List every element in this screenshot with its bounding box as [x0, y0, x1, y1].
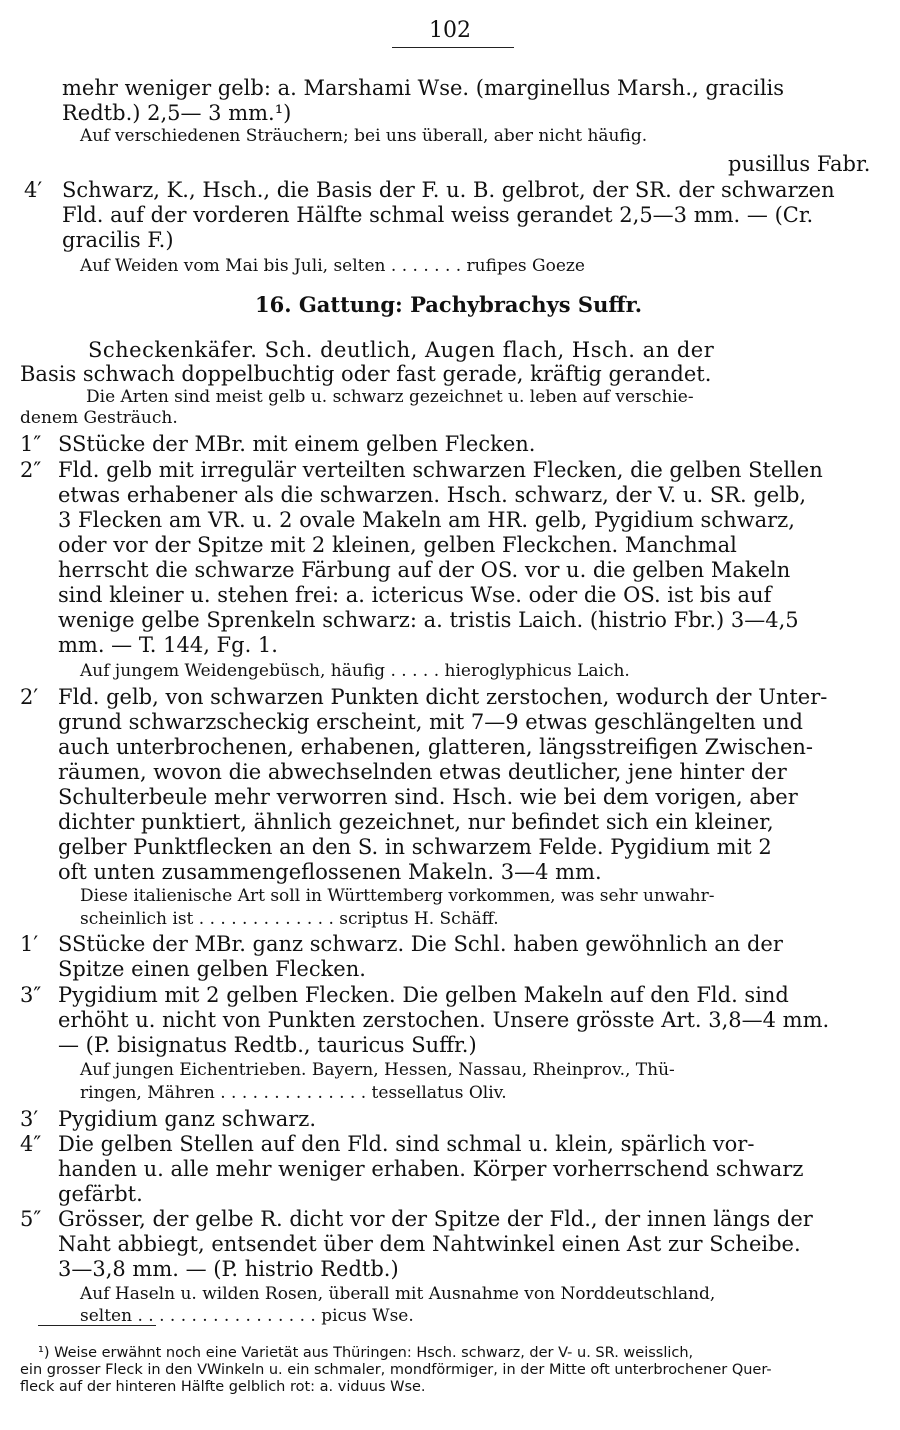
footnote-line: ¹) Weise erwähnt noch eine Varietät aus Thüringen: Hsch. schwarz, der V- u. SR. weisslich, — [38, 1345, 694, 1361]
text-line: Die Arten sind meist gelb u. schwarz gezeichnet u. leben auf verschie- — [86, 387, 694, 407]
key-number: 4′ — [24, 178, 43, 202]
text-line: selten . . . . . . . . . . . . . . . . . picus Wse. — [80, 1306, 414, 1326]
text-line: scheinlich ist . . . . . . . . . . . . . scriptus H. Schäff. — [80, 909, 499, 929]
text-line: gracilis F.) — [62, 228, 174, 252]
text-line: 3 Flecken am VR. u. 2 ovale Makeln am HR. gelb, Pygidium schwarz, — [58, 508, 795, 532]
text-line: 3—3,8 mm. — (P. histrio Redtb.) — [58, 1257, 399, 1281]
text-line: gefärbt. — [58, 1182, 143, 1206]
text-line: wenige gelbe Sprenkeln schwarz: a. tristis Laich. (histrio Fbr.) 3—4,5 — [58, 608, 799, 632]
page-number: 102 — [429, 18, 471, 43]
text-line: grund schwarzscheckig erscheint, mit 7—9 etwas geschlängelten und — [58, 710, 803, 734]
text-line: gelber Punktflecken an den S. in schwarzem Felde. Pygidium mit 2 — [58, 835, 772, 859]
text-line: denem Gesträuch. — [20, 408, 178, 428]
footnote-line: ein grosser Fleck in den VWinkeln u. ein schmaler, mondförmiger, in der Mitte oft unterbrochener Quer- — [20, 1362, 772, 1378]
text-line: auch unterbrochenen, erhabenen, glatteren, längsstreifigen Zwischen- — [58, 735, 814, 759]
text-line: oft unten zusammengeflossenen Makeln. 3—4 mm. — [58, 860, 602, 884]
key-line: 3′ Pygidium ganz schwarz. — [20, 1107, 316, 1131]
key-line: 2′ Fld. gelb, von schwarzen Punkten dicht zerstochen, wodurch der Unter- — [20, 685, 828, 709]
text-line: Fld. auf der vorderen Hälfte schmal weiss gerandet 2,5—3 mm. — (Cr. — [62, 203, 814, 227]
text-line: Naht abbiegt, entsendet über dem Nahtwinkel einen Ast zur Scheibe. — [58, 1232, 801, 1256]
text-line: oder vor der Spitze mit 2 kleinen, gelben Fleckchen. Manchmal — [58, 533, 737, 557]
footnote-line: fleck auf der hinteren Hälfte gelblich rot: a. viduus Wse. — [20, 1379, 426, 1395]
key-line: 1″ SStücke der MBr. mit einem gelben Flecken. — [20, 432, 536, 456]
genus-heading: 16. Gattung: Pachybrachys Suffr. — [255, 292, 643, 317]
text-line: mm. — T. 144, Fg. 1. — [58, 633, 278, 657]
text-line: Scheckenkäfer. Sch. deutlich, Augen flach, Hsch. an der — [88, 338, 715, 362]
footnote-rule — [38, 1325, 156, 1326]
text-line: ringen, Mähren . . . . . . . . . . . . . . tessellatus Oliv. — [80, 1083, 507, 1103]
key-line: 1′ SStücke der MBr. ganz schwarz. Die Schl. haben gewöhnlich an der — [20, 932, 783, 956]
text-line: Auf jungem Weidengebüsch, häufig . . . . . hieroglyphicus Laich. — [80, 661, 630, 681]
key-line: 2″ Fld. gelb mit irregulär verteilten schwarzen Flecken, die gelben Stellen — [20, 458, 823, 482]
text-line: herrscht die schwarze Färbung auf der OS. vor u. die gelben Makeln — [58, 558, 791, 582]
text-line: Spitze einen gelben Flecken. — [58, 957, 366, 981]
key-line: 4′ Schwarz, K., Hsch., die Basis der F. u. B. gelbrot, der SR. der schwarzen — [24, 178, 835, 202]
key-line: 3″ Pygidium mit 2 gelben Flecken. Die gelben Makeln auf den Fld. sind — [20, 983, 789, 1007]
text-line: handen u. alle mehr weniger erhaben. Körper vorherrschend schwarz — [58, 1157, 804, 1181]
key-line: 4″ Die gelben Stellen auf den Fld. sind schmal u. klein, spärlich vor- — [20, 1132, 755, 1156]
page-number-rule — [392, 47, 514, 48]
species-name: pusillus Fabr. — [728, 152, 871, 176]
text-line: Auf jungen Eichentrieben. Bayern, Hessen, Nassau, Rheinprov., Thü- — [80, 1060, 675, 1080]
text-line: etwas erhabener als die schwarzen. Hsch. schwarz, der V. u. SR. gelb, — [58, 483, 807, 507]
text-line: Auf Haseln u. wilden Rosen, überall mit Ausnahme von Norddeutschland, — [80, 1284, 716, 1304]
text-line: dichter punktiert, ähnlich gezeichnet, nur befindet sich ein kleiner, — [58, 810, 774, 834]
text-line: räumen, wovon die abwechselnden etwas deutlicher, jene hinter der — [58, 760, 787, 784]
text-line: Basis schwach doppelbuchtig oder fast gerade, kräftig gerandet. — [20, 362, 712, 386]
text-line: erhöht u. nicht von Punkten zerstochen. Unsere grösste Art. 3,8—4 mm. — [58, 1008, 830, 1032]
text-line: Auf Weiden vom Mai bis Juli, selten . . . . . . . rufipes Goeze — [80, 256, 585, 276]
text-line: — (P. bisignatus Redtb., tauricus Suffr.) — [58, 1033, 477, 1057]
text-line: Redtb.) 2,5— 3 mm.¹) — [62, 101, 292, 125]
text-line: Schulterbeule mehr verworren sind. Hsch. wie bei dem vorigen, aber — [58, 785, 798, 809]
key-line: 5″ Grösser, der gelbe R. dicht vor der Spitze der Fld., der innen längs der — [20, 1207, 813, 1231]
text-line: Diese italienische Art soll in Württemberg vorkommen, was sehr unwahr- — [80, 886, 715, 906]
text-line: mehr weniger gelb: a. Marshami Wse. (marginellus Marsh., gracilis — [62, 76, 785, 100]
text-line: Auf verschiedenen Sträuchern; bei uns überall, aber nicht häufig. — [80, 126, 648, 146]
text-line: sind kleiner u. stehen frei: a. ictericus Wse. oder die OS. ist bis auf — [58, 583, 772, 607]
